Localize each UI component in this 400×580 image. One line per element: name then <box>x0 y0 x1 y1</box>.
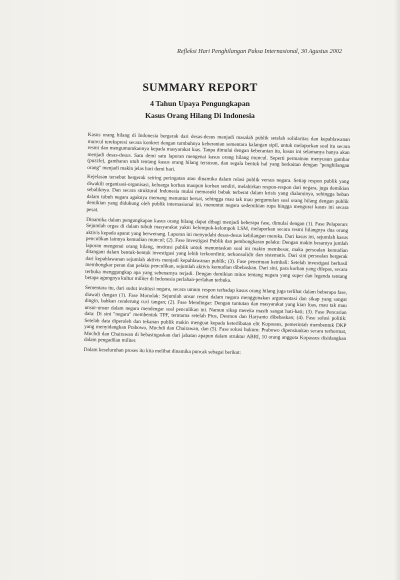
paragraph-1: Kasus orang hilang di Indonesia bergerak dari desas-desus menjadi masalah publik setelah solidaritas dan kepahlawanan muncul terekspresi secara konkret dengan tumbuhnya keberanian sementara kalangan sipil, untuk melaporkan soal itu secara resmi dan mengumumkannya kepada masyarakat luas. Tanpa dimulai dengan keberanian itu, kasus ini selamanya hanya akan menjadi desas-desus. Satu demi satu laporan mengenai kasus orang hilang muncul. Seperti permainan menyusun gambar (puzzle), gambaran utuh tentang kasus orang hilang tersusun, dan segala bentuk hal yang berkaitan dengan "penghilangan orang" menjadi makin jelas hari demi hari. <box>87 132 350 173</box>
paragraph-2: Kejelasan tersebut bergerak seiring peringatan atau dinamika dalam relasi publik versus negara. Setiap respon publik yang diwakili organisasi-organisasi, keluarga korban maupun korban sendiri, melahirkan respon-respon dari negara, juga demikian sebaliknya. Dan secara struktural Indonesia mulai memasuki babak terberat dalam krisis yang dialaminya, sehingga beban dalam tubuh negara agaknya memang menuntut bersat, sehingga mau tak mau pergumulan soal orang hilang dengan publik demikian yang didukung oleh publik internasional ini, menuntut negara sedemikian rupa hingga mengurai kasus ini secara pesat. <box>86 174 350 214</box>
report-body <box>84 132 350 361</box>
running-header: Refleksi Hari Penghilangan Paksa Internasional, 30 Agustus 2002 <box>177 48 342 55</box>
paragraph-4: Sementara itu, dari sudut institusi negara, secara umum respon terhadap kasus orang hilang juga terlihat dalam beberapa fase, diawali dengan (1). Fase Monolak: Sejumlah unsur resmi dalam negara menggunakan argumentasi dan sikap yang sangat dingin, bahkan cenderung cuci tangan; (2). Fase Mendingar: Dengan tuntutan dan masyarakat yang kian luas, mau tak mau unsur-unsur dalam negara mendengar soal penculikan ini. Namun sikap mereka masih sangat hati-hati; (3). Fase Pencarian data: Di sini "negara" membentuk TPF, terutama setelah Pius, Desmon dan Haryanto dibebaskan; (4). Fase solusi politik: Setelah data diperoleh dan tekanan publik makin menguat kepada keterlibatan elit Kopassus, pemerintah membentuk DKP yang menyidangkan Prabowo, Muchdi dan Chairawan, dan (5). Fase solusi hukum: Prabowo dipensiunkan secara terhormat, Muchdi dan Chairawan di bebastugaskan dari jabatan apapun dalam struktur ABRI, 10 orang anggota Kopassus disidangkan dalam pengadilan militer. <box>83 285 348 345</box>
paragraph-3: Dinamika dalam pengungkapan kasus orang hilang dapat dibagi menjadi beberapa fase, dimulai dengan (1). Fase Pelaporan: Sejumlah orgas di dalam tubuh masyarakat yakni kelompok-kelompok LSM, melaporkan secara resmi hilangnya dua orang aktivis kepada aparat yang berwenang. Laporan ini menyudahi desas-desus kehilangan mereka. Dari kasus ini, sejumlah kasus penculikan lainnya kemudian muncul; (2). Fase Investigasi Publik dan pembongkaran pelaku: Dengan makin besarnya jumlah laporan mengenai orang hilang, institusi publik untuk menuntaskan soal ini makin membesar, maka persoalan kemudian ditangani dalam bentuk-bentuk investigasi yang lebih terkoordinir, terkonsolidir dan sistematis. Dari sini persoalan bergerak dari kepahlawanan sejumlah aktivis menjadi kepahlawanan publik; (3). Fase penemuan kembali: Setelah investigasi berhasil membongkar peran dan pelaku penculikan, sejumlah aktivis kemudian dibebaskan. Dari sini, para korban yang dilepas, secara terbuka menggungkap apa yang sebenarnya terjadi. Dengan demikian mitos tentang negara yang super dan legenda tentang betapa agungnya kultur militer di Indonesia perlahan-perlahan terbuka. <box>85 216 349 285</box>
report-subtitle-line-1: 4 Tahun Upaya Pengungkapan <box>150 99 250 108</box>
report-subtitle-line-2: Kasus Orang Hilang Di Indonesia <box>145 111 255 120</box>
report-title: SUMMARY REPORT <box>142 82 258 94</box>
paragraph-5: Dalam keseluruhan proses itu kita melihat dinamika puncak sebagai berikut: <box>83 346 242 356</box>
